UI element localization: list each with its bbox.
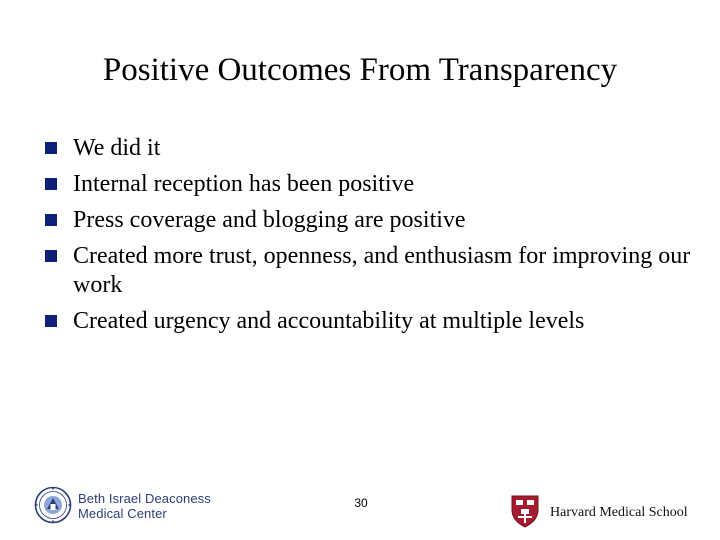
bullet-list — [44, 134, 704, 343]
bullet-item — [44, 170, 704, 199]
bullet-square-icon — [45, 250, 57, 262]
bidmc-name-line1: Beth Israel Deaconess — [78, 491, 211, 506]
bullet-text: Press coverage and blogging are positive — [73, 207, 466, 233]
bullet-text: Created urgency and accountability at multiple levels — [73, 308, 585, 334]
bidmc-name-line2: Medical Center — [78, 506, 167, 521]
bullet-square-icon — [45, 142, 57, 154]
bullet-square-icon — [45, 178, 57, 190]
slide-title: Positive Outcomes From Transparency — [102, 52, 618, 88]
bullet-text: Created more trust, openness, and enthusiasm for improving our work — [73, 243, 691, 298]
bullet-text: We did it — [73, 135, 161, 161]
bidmc-logo — [34, 486, 224, 530]
harvard-medical-school-logo — [510, 494, 690, 530]
harvard-medical-school-text: Harvard Medical School — [550, 505, 688, 520]
harvard-shield-icon — [510, 494, 540, 528]
bullet-square-icon — [45, 315, 57, 327]
bullet-item — [44, 134, 704, 163]
bullet-square-icon — [45, 214, 57, 226]
page-number: 30 — [354, 496, 368, 510]
bidmc-seal-icon — [34, 486, 72, 524]
bullet-text: Internal reception has been positive — [73, 171, 415, 197]
bullet-item — [44, 242, 704, 300]
bullet-item — [44, 206, 704, 235]
bullet-item — [44, 307, 704, 336]
